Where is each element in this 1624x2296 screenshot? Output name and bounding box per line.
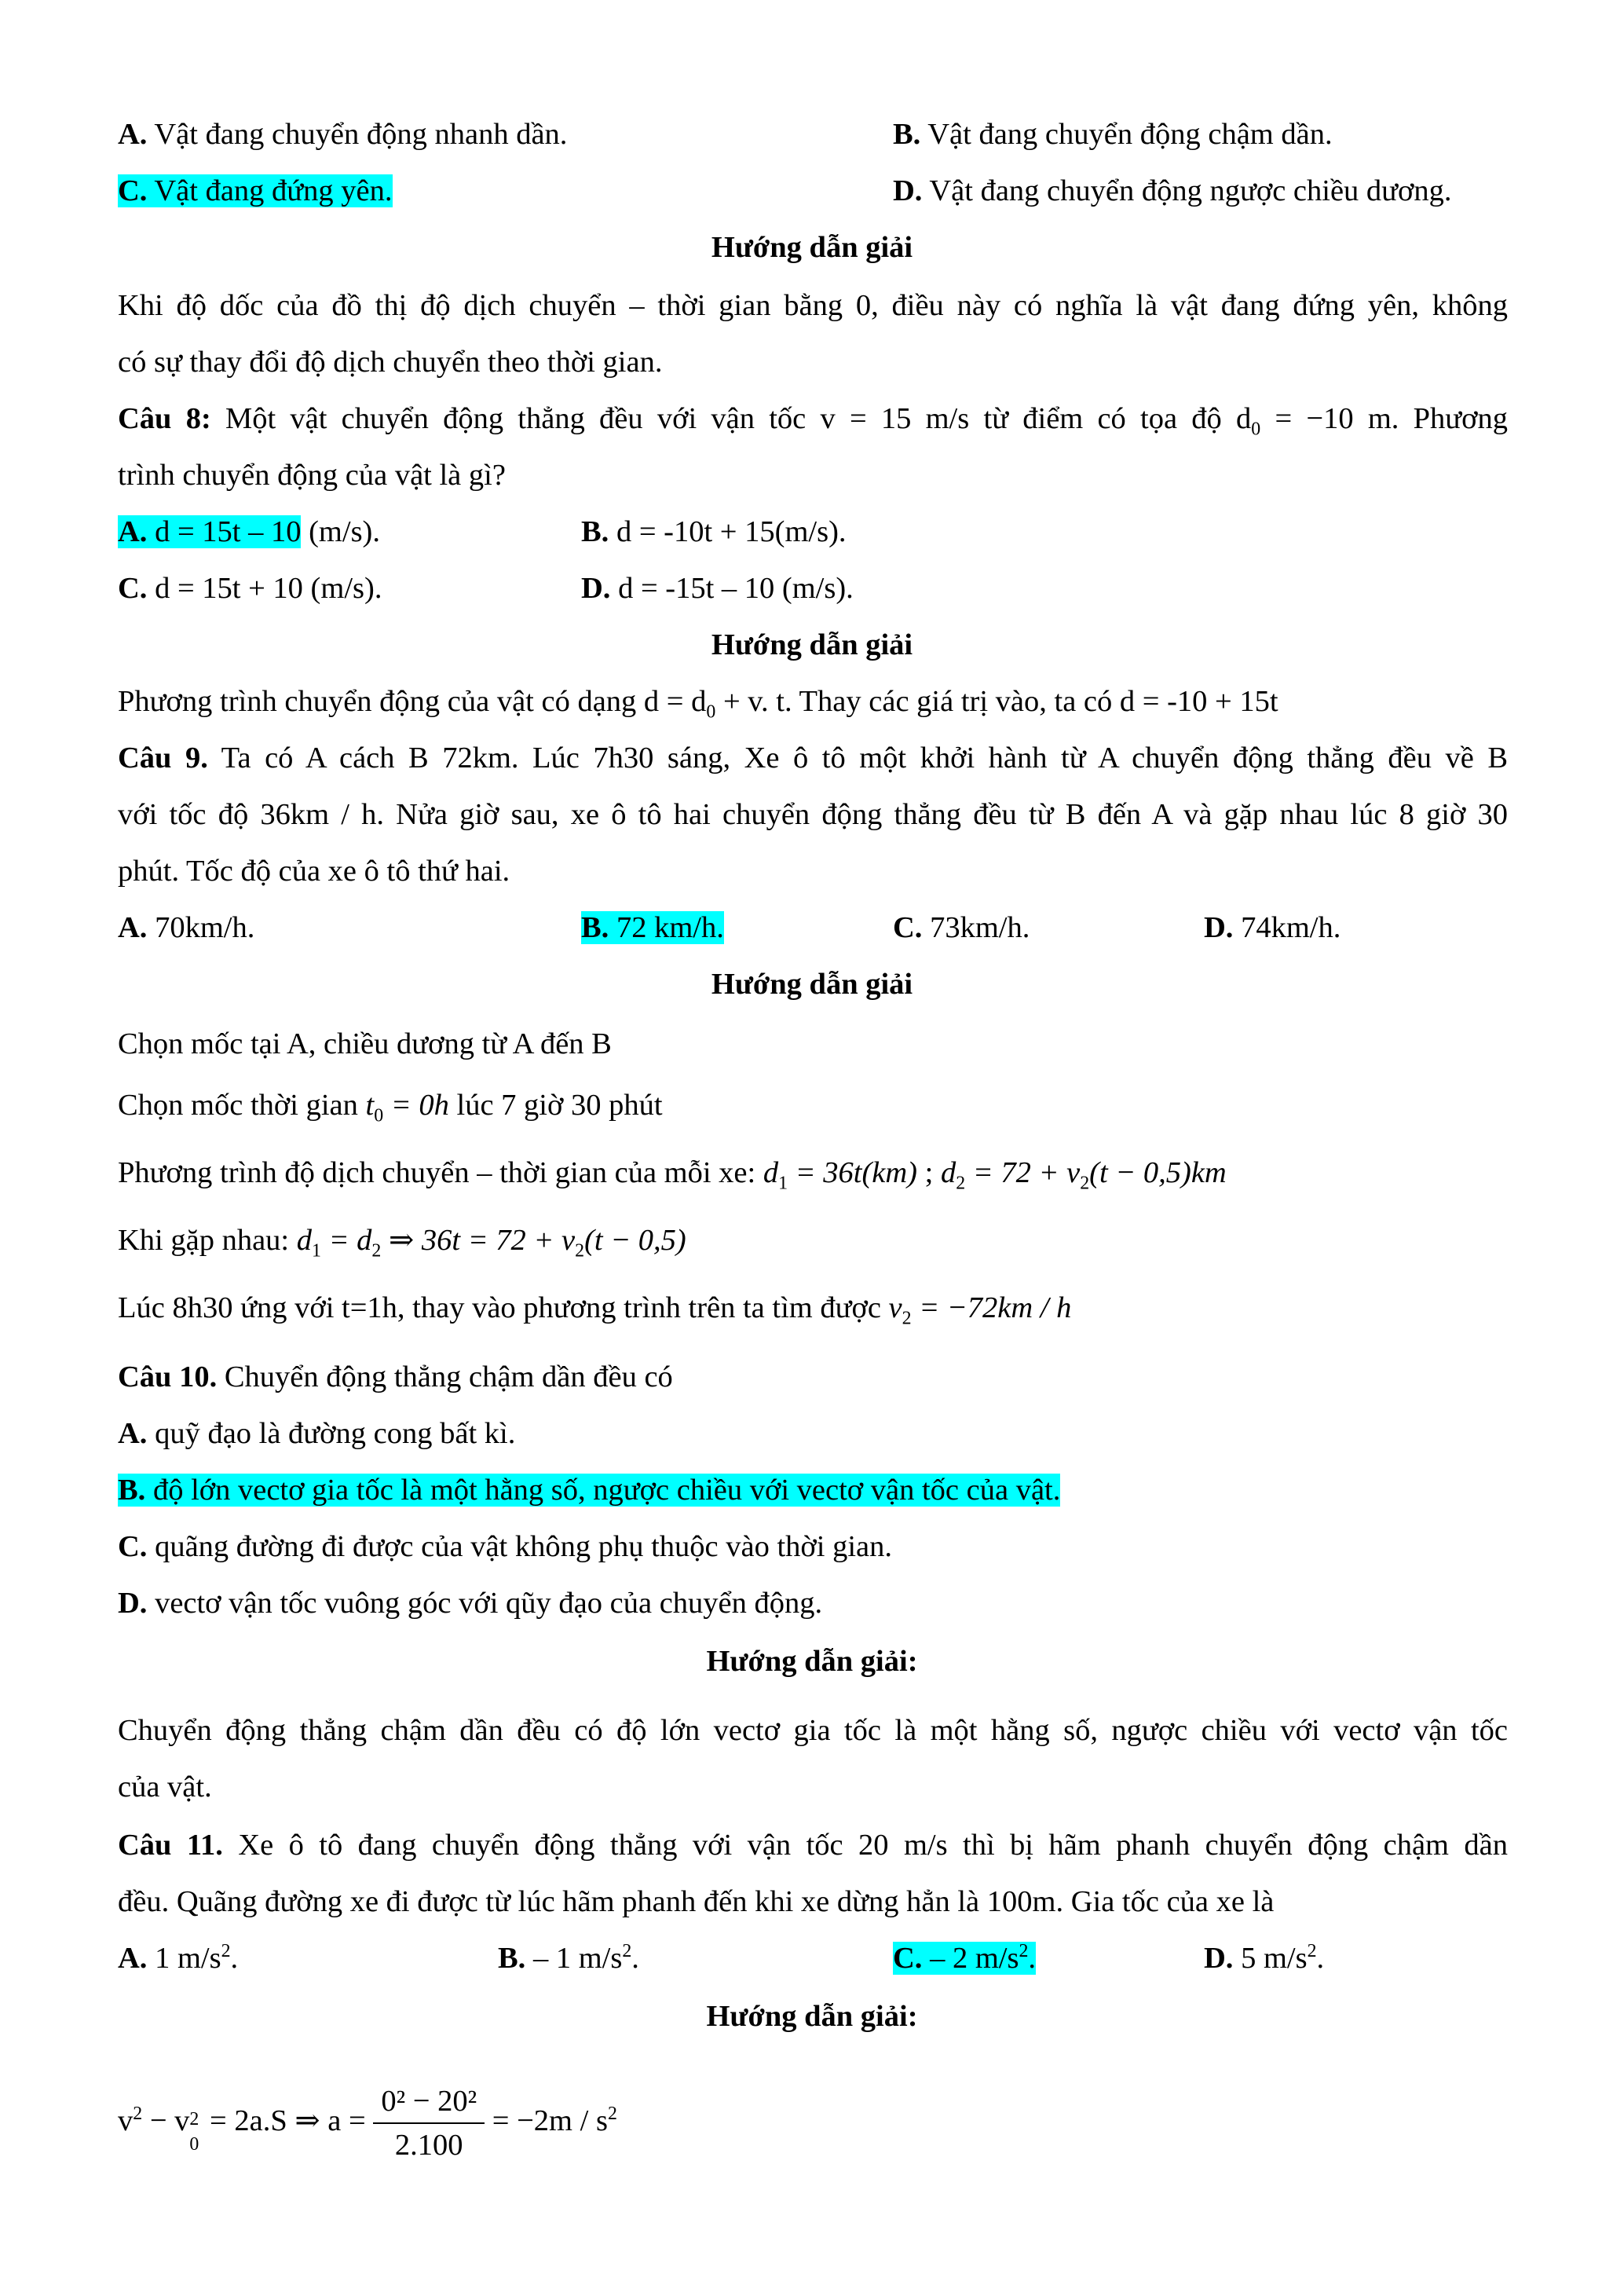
q9-option-c xyxy=(893,910,1030,946)
q9-question-line-2: với tốc độ 36km / h. Nửa giờ sau, xe ô tô hai chuyển động thẳng đều từ B đến A và gặp nhau lúc 8 giờ 30 xyxy=(118,798,1508,831)
q8-solution-heading: Hướng dẫn giải xyxy=(711,628,913,661)
q9-question-line-1: Câu 9. Ta có A cách B 72km. Lúc 7h30 sáng, Xe ô tô một khởi hành từ A chuyển động thẳng đều về B xyxy=(118,742,1509,774)
q11-option-c: C. – 2 $m/s^2$. xyxy=(893,1941,1037,1975)
q9-solution-line-2: Chọn mốc thời gian $t_0 = 0h$ lúc 7 giờ 30 phút xyxy=(118,1089,663,1126)
option-key: C. xyxy=(893,1942,923,1975)
option-text: d = 15t + 10 (m/s). xyxy=(155,572,382,605)
option-key: A. xyxy=(118,118,148,151)
option-key: D. xyxy=(893,174,923,207)
q8-option-c xyxy=(118,570,382,606)
option-text-correct: độ lớn vectơ gia tốc là một hằng số, ngược chiều với vectơ vận tốc của vật. xyxy=(152,1474,1061,1507)
option-key: D. xyxy=(581,572,611,605)
option-key: B. xyxy=(118,1474,146,1507)
option-key: B. xyxy=(893,118,921,151)
option-key: A. xyxy=(118,1417,148,1450)
q7-option-a xyxy=(118,116,567,152)
q10-solution-heading: Hướng dẫn giải: xyxy=(706,1645,918,1678)
q11-option-d: D. 5 $m/s^2$. xyxy=(1204,1941,1325,1975)
question-label: Câu 10. xyxy=(118,1360,218,1393)
q7-solution-heading: Hướng dẫn giải xyxy=(711,231,913,264)
q9-solution-line-3: Phương trình độ dịch chuyển – thời gian của mỗi xe: $d_1 = 36t(km)$ ; $d_2 = 72 + v_2(t - 0,5)km$ xyxy=(118,1156,1227,1194)
option-text: 73km/h. xyxy=(930,911,1030,944)
q7-option-d xyxy=(893,173,1452,209)
option-key: C. xyxy=(118,572,148,605)
q7-solution-line-1: Khi độ dốc của đồ thị độ dịch chuyển – thời gian bằng 0, điều này có nghĩa là vật đang đứng yên, không xyxy=(118,289,1508,322)
q11-option-b: B. – 1 $m/s^2$. xyxy=(498,1941,639,1975)
option-key: A. xyxy=(118,515,148,548)
q9-option-d xyxy=(1204,910,1341,946)
option-text-correct: – 2 m/s xyxy=(930,1942,1019,1975)
option-key: D. xyxy=(1204,1942,1234,1975)
q8-option-b xyxy=(581,514,847,550)
fraction: $\frac{\text{0² − 20²}}{2.100}$ xyxy=(373,2080,485,2166)
option-text: 1 m/s xyxy=(155,1942,221,1975)
option-key: B. xyxy=(581,515,609,548)
option-text: d = -10t + 15(m/s). xyxy=(616,515,847,548)
question-label: Câu 11. xyxy=(118,1829,223,1862)
option-key: C. xyxy=(893,911,923,944)
option-key: C. xyxy=(118,174,148,207)
q10-solution-line-2: của vật. xyxy=(118,1771,212,1803)
q8-solution-line: Phương trình chuyển động của vật có dạng $d = d_0 + v$. t. Thay các giá trị vào, ta có d = -10 + 15t xyxy=(118,685,1278,723)
q7-option-c xyxy=(118,173,393,209)
q11-solution-formula: $v^2 - v$ 2 0 = 2a.S ⇒ a = $\frac{\text{0² − 20²}}{2.100}$ = $-2m / s^2$ xyxy=(118,2080,617,2166)
option-text-correct: Vật đang đứng yên. xyxy=(154,174,393,207)
q11-solution-heading: Hướng dẫn giải: xyxy=(706,2000,918,2033)
option-key: C. xyxy=(118,1530,148,1563)
q9-option-a xyxy=(118,910,254,946)
option-text: 70km/h. xyxy=(155,911,255,944)
q7-option-b xyxy=(893,116,1333,152)
q10-option-c xyxy=(118,1529,892,1565)
q8-option-d xyxy=(581,570,854,606)
q7-solution-line-2: có sự thay đổi độ dịch chuyển theo thời gian. xyxy=(118,346,663,379)
option-key: D. xyxy=(1204,911,1234,944)
q10-solution-line-1: Chuyển động thẳng chậm dần đều có độ lớn vectơ gia tốc là một hằng số, ngược chiều với vectơ vận tốc xyxy=(118,1714,1508,1747)
option-text: vectơ vận tốc vuông góc với qũy đạo của chuyển động. xyxy=(155,1587,823,1620)
option-text: – 1 m/s xyxy=(532,1942,623,1975)
q9-question-line-3: phút. Tốc độ của xe ô tô thứ hai. xyxy=(118,855,510,888)
q8-question-line-2: trình chuyển động của vật là gì? xyxy=(118,459,506,492)
q10-question: Câu 10. Chuyển động thẳng chậm dần đều có xyxy=(118,1360,673,1393)
option-text: Vật đang chuyển động nhanh dần. xyxy=(154,118,568,151)
option-key: B. xyxy=(581,911,609,944)
q10-option-a xyxy=(118,1415,515,1452)
option-text: Vật đang chuyển động ngược chiều dương. xyxy=(929,174,1452,207)
option-text: quãng đường đi được của vật không phụ thuộc vào thời gian. xyxy=(155,1530,893,1563)
q9-solution-line-1: Chọn mốc tại A, chiều dương từ A đến B xyxy=(118,1027,612,1060)
q11-question-line-1: Câu 11. Xe ô tô đang chuyển động thẳng với vận tốc 20 m/s thì bị hãm phanh chuyển động chậm dần xyxy=(118,1829,1509,1862)
option-text: quỹ đạo là đường cong bất kì. xyxy=(155,1417,516,1450)
q9-solution-line-5: Lúc 8h30 ứng với t=1h, thay vào phương trình trên ta tìm được $v_2 = -72km / h$ xyxy=(118,1291,1072,1329)
q10-option-b xyxy=(118,1472,1060,1508)
option-text: d = -15t – 10 (m/s). xyxy=(618,572,854,605)
option-key: B. xyxy=(498,1942,526,1975)
q9-solution-heading: Hướng dẫn giải xyxy=(711,968,913,1001)
option-text-correct: d = 15t – 10 xyxy=(155,515,302,548)
question-label: Câu 8: xyxy=(118,402,211,435)
q11-question-line-2: đều. Quãng đường xe đi được từ lúc hãm phanh đến khi xe dừng hẳn là 100m. Gia tốc của xe là xyxy=(118,1885,1275,1918)
option-text: Vật đang chuyển động chậm dần. xyxy=(927,118,1333,151)
option-text-correct: 72 km/h. xyxy=(616,911,724,944)
option-text: 74km/h. xyxy=(1241,911,1341,944)
option-key: D. xyxy=(118,1587,148,1620)
q11-option-a: A. 1 $m/s^2$. xyxy=(118,1941,239,1975)
q10-option-d xyxy=(118,1585,822,1621)
option-key: A. xyxy=(118,1942,148,1975)
q8-question-line-1: Câu 8: Một vật chuyển động thẳng đều với vận tốc v = 15 m/s từ điểm có tọa độ $d_0 = -10$ m. Phương xyxy=(118,402,1509,440)
question-label: Câu 9. xyxy=(118,742,208,774)
q8-option-a: A. d = 15t – 10 (m/s). xyxy=(118,515,381,548)
q9-solution-line-4: Khi gặp nhau: $d_1 = d_2$ ⇒ $36t = 72 + v_2(t - 0,5)$ xyxy=(118,1224,686,1262)
option-key: A. xyxy=(118,911,148,944)
q9-option-b xyxy=(581,910,724,946)
option-text: 5 m/s xyxy=(1241,1942,1308,1975)
